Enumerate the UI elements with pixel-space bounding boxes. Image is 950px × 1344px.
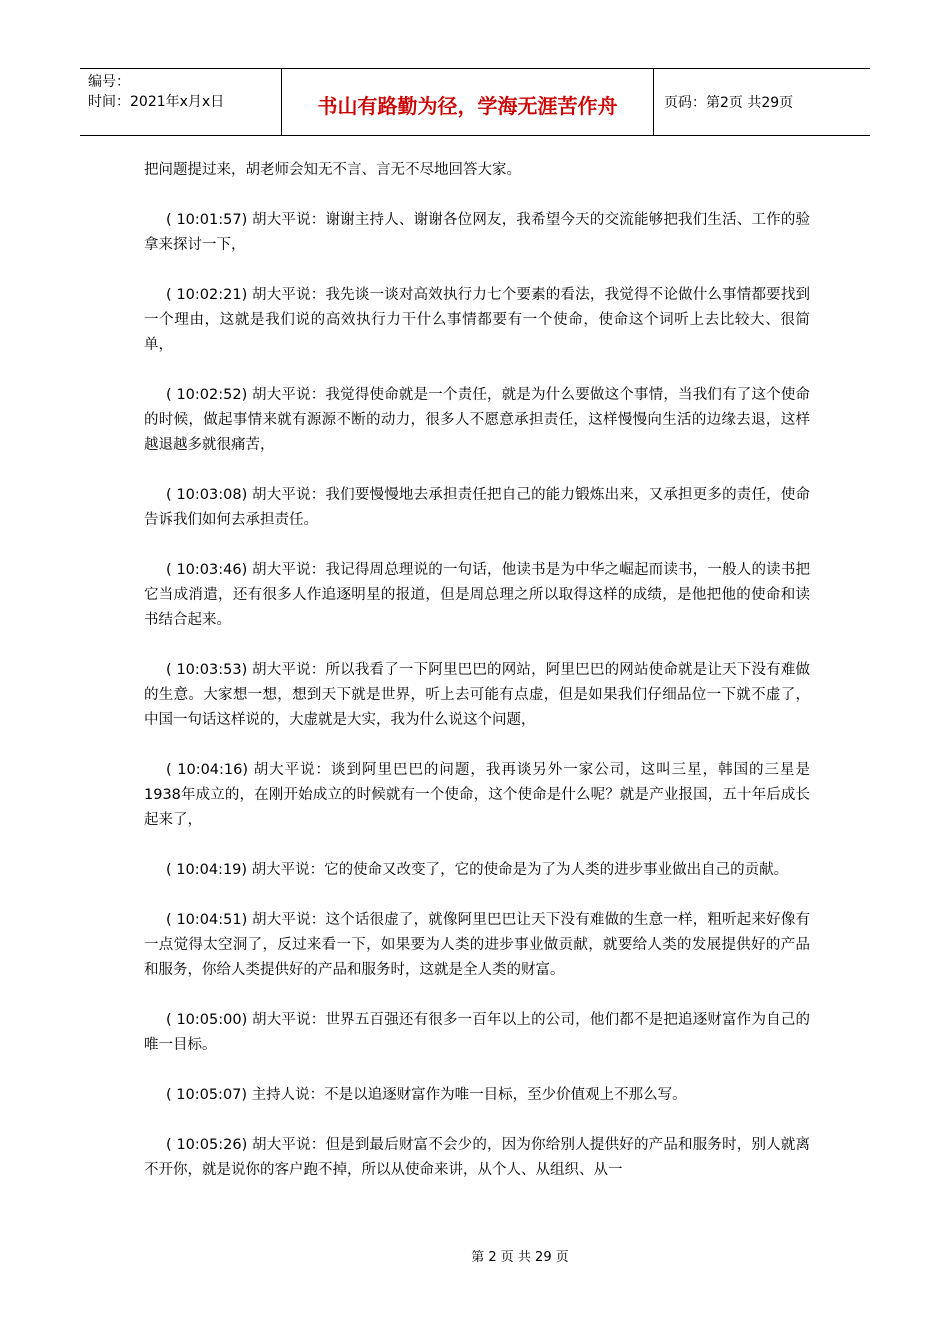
timestamp: ( 10:02:21) [166,287,248,303]
paragraph-text: 胡大平说：谢谢主持人、谢谢各位网友，我希望今天的交流能够把我们生活、工作的验拿来探讨一下， [144,212,811,253]
timestamp: ( 10:04:16) [166,762,249,778]
paragraph-text: 胡大平说：我觉得使命就是一个责任，就是为什么要做这个事情，当我们有了这个使命的时候，做起事情来就有源源不断的动力，很多人不愿意承担责任，这样慢慢向生活的边缘去退，这样越退越多就很痛苦， [144,387,811,453]
timestamp: ( 10:02:52) [166,387,248,403]
document-number-label: 编号： [88,74,130,90]
paragraph-text: 胡大平说：世界五百强还有很多一百年以上的公司，他们都不是把追逐财富作为自己的唯一目标。 [144,1012,811,1053]
paragraph-text: 胡大平说：我们要慢慢地去承担责任把自己的能力锻炼出来，又承担更多的责任，使命告诉我们如何去承担责任。 [144,487,811,528]
paragraph-text: 胡大平说：谈到阿里巴巴的问题，我再谈另外一家公司，这叫三星，韩国的三星是1938年成立的，在刚开始成立的时候就有一个使命，这个使命是什么呢？就是产业报国，五十年后成长起来了， [144,762,811,828]
transcript-paragraph [144,758,810,833]
header-motto: 书山有路勤为径，学海无涯苦作舟 [282,69,654,135]
paragraph-text: 胡大平说：我先谈一谈对高效执行力七个要素的看法，我觉得不论做什么事情都要找到一个理由，这就是我们说的高效执行力干什么事情都要有一个使命，使命这个词听上去比较大、很简单， [144,287,811,353]
timestamp: ( 10:03:46) [166,562,248,578]
transcript-paragraph [144,908,810,983]
document-date-label: 时间：2021年x月x日 [88,94,225,110]
timestamp: ( 10:03:08) [166,487,248,503]
transcript-paragraph [144,383,810,458]
timestamp: ( 10:04:51) [166,912,248,928]
paragraph-text: 主持人说：不是以追逐财富作为唯一目标，至少价值观上不那么写。 [251,1087,687,1103]
transcript-list [144,208,810,1183]
transcript-paragraph [144,1008,810,1058]
timestamp: ( 10:05:00) [166,1012,248,1028]
intro-paragraph: 把问题提过来，胡老师会知无不言、言无不尽地回答大家。 [144,162,521,178]
paragraph-text: 胡大平说：所以我看了一下阿里巴巴的网站，阿里巴巴的网站使命就是让天下没有难做的生意。大家想一想，想到天下就是世界，听上去可能有点虚，但是如果我们仔细品位一下就不虚了，中国一句话这样说的，大虚就是大实，我为什么说这个问题， [144,662,811,728]
timestamp: ( 10:01:57) [166,212,248,228]
transcript-paragraph [144,658,810,733]
transcript-paragraph [144,1133,810,1183]
document-header [80,68,870,136]
timestamp: ( 10:05:26) [166,1137,248,1153]
header-meta [80,69,282,135]
paragraph-text: 胡大平说：它的使命又改变了，它的使命是为了为人类的进步事业做出自己的贡献。 [251,862,789,878]
page-footer: 第 2 页 共 29 页 [471,1250,569,1265]
paragraph-text: 胡大平说：这个话很虚了，就像阿里巴巴让天下没有难做的生意一样，粗听起来好像有一点觉得太空洞了，反过来看一下，如果要为人类的进步事业做贡献，就要给人类的发展提供好的产品和服务，你给人类提供好的产品和服务时，这就是全人类的财富。 [144,912,811,978]
document-body [144,158,810,1208]
transcript-paragraph [144,208,810,258]
paragraph-text: 胡大平说：但是到最后财富不会少的，因为你给别人提供好的产品和服务时，别人就离不开你，就是说你的客户跑不掉，所以从使命来讲，从个人、从组织、从一 [144,1137,811,1178]
paragraph-text: 胡大平说：我记得周总理说的一句话，他读书是为中华之崛起而读书，一般人的读书把它当成消遣，还有很多人作追逐明星的报道，但是周总理之所以取得这样的成绩，是他把他的使命和读书结合起来。 [144,562,811,628]
transcript-paragraph [144,483,810,533]
transcript-paragraph [144,558,810,633]
transcript-paragraph [144,1083,810,1108]
transcript-paragraph [144,283,810,358]
timestamp: ( 10:05:07) [166,1087,248,1103]
timestamp: ( 10:03:53) [166,662,248,678]
timestamp: ( 10:04:19) [166,862,248,878]
transcript-paragraph [144,858,810,883]
header-page-label: 页码：第2页 共29页 [664,95,794,111]
